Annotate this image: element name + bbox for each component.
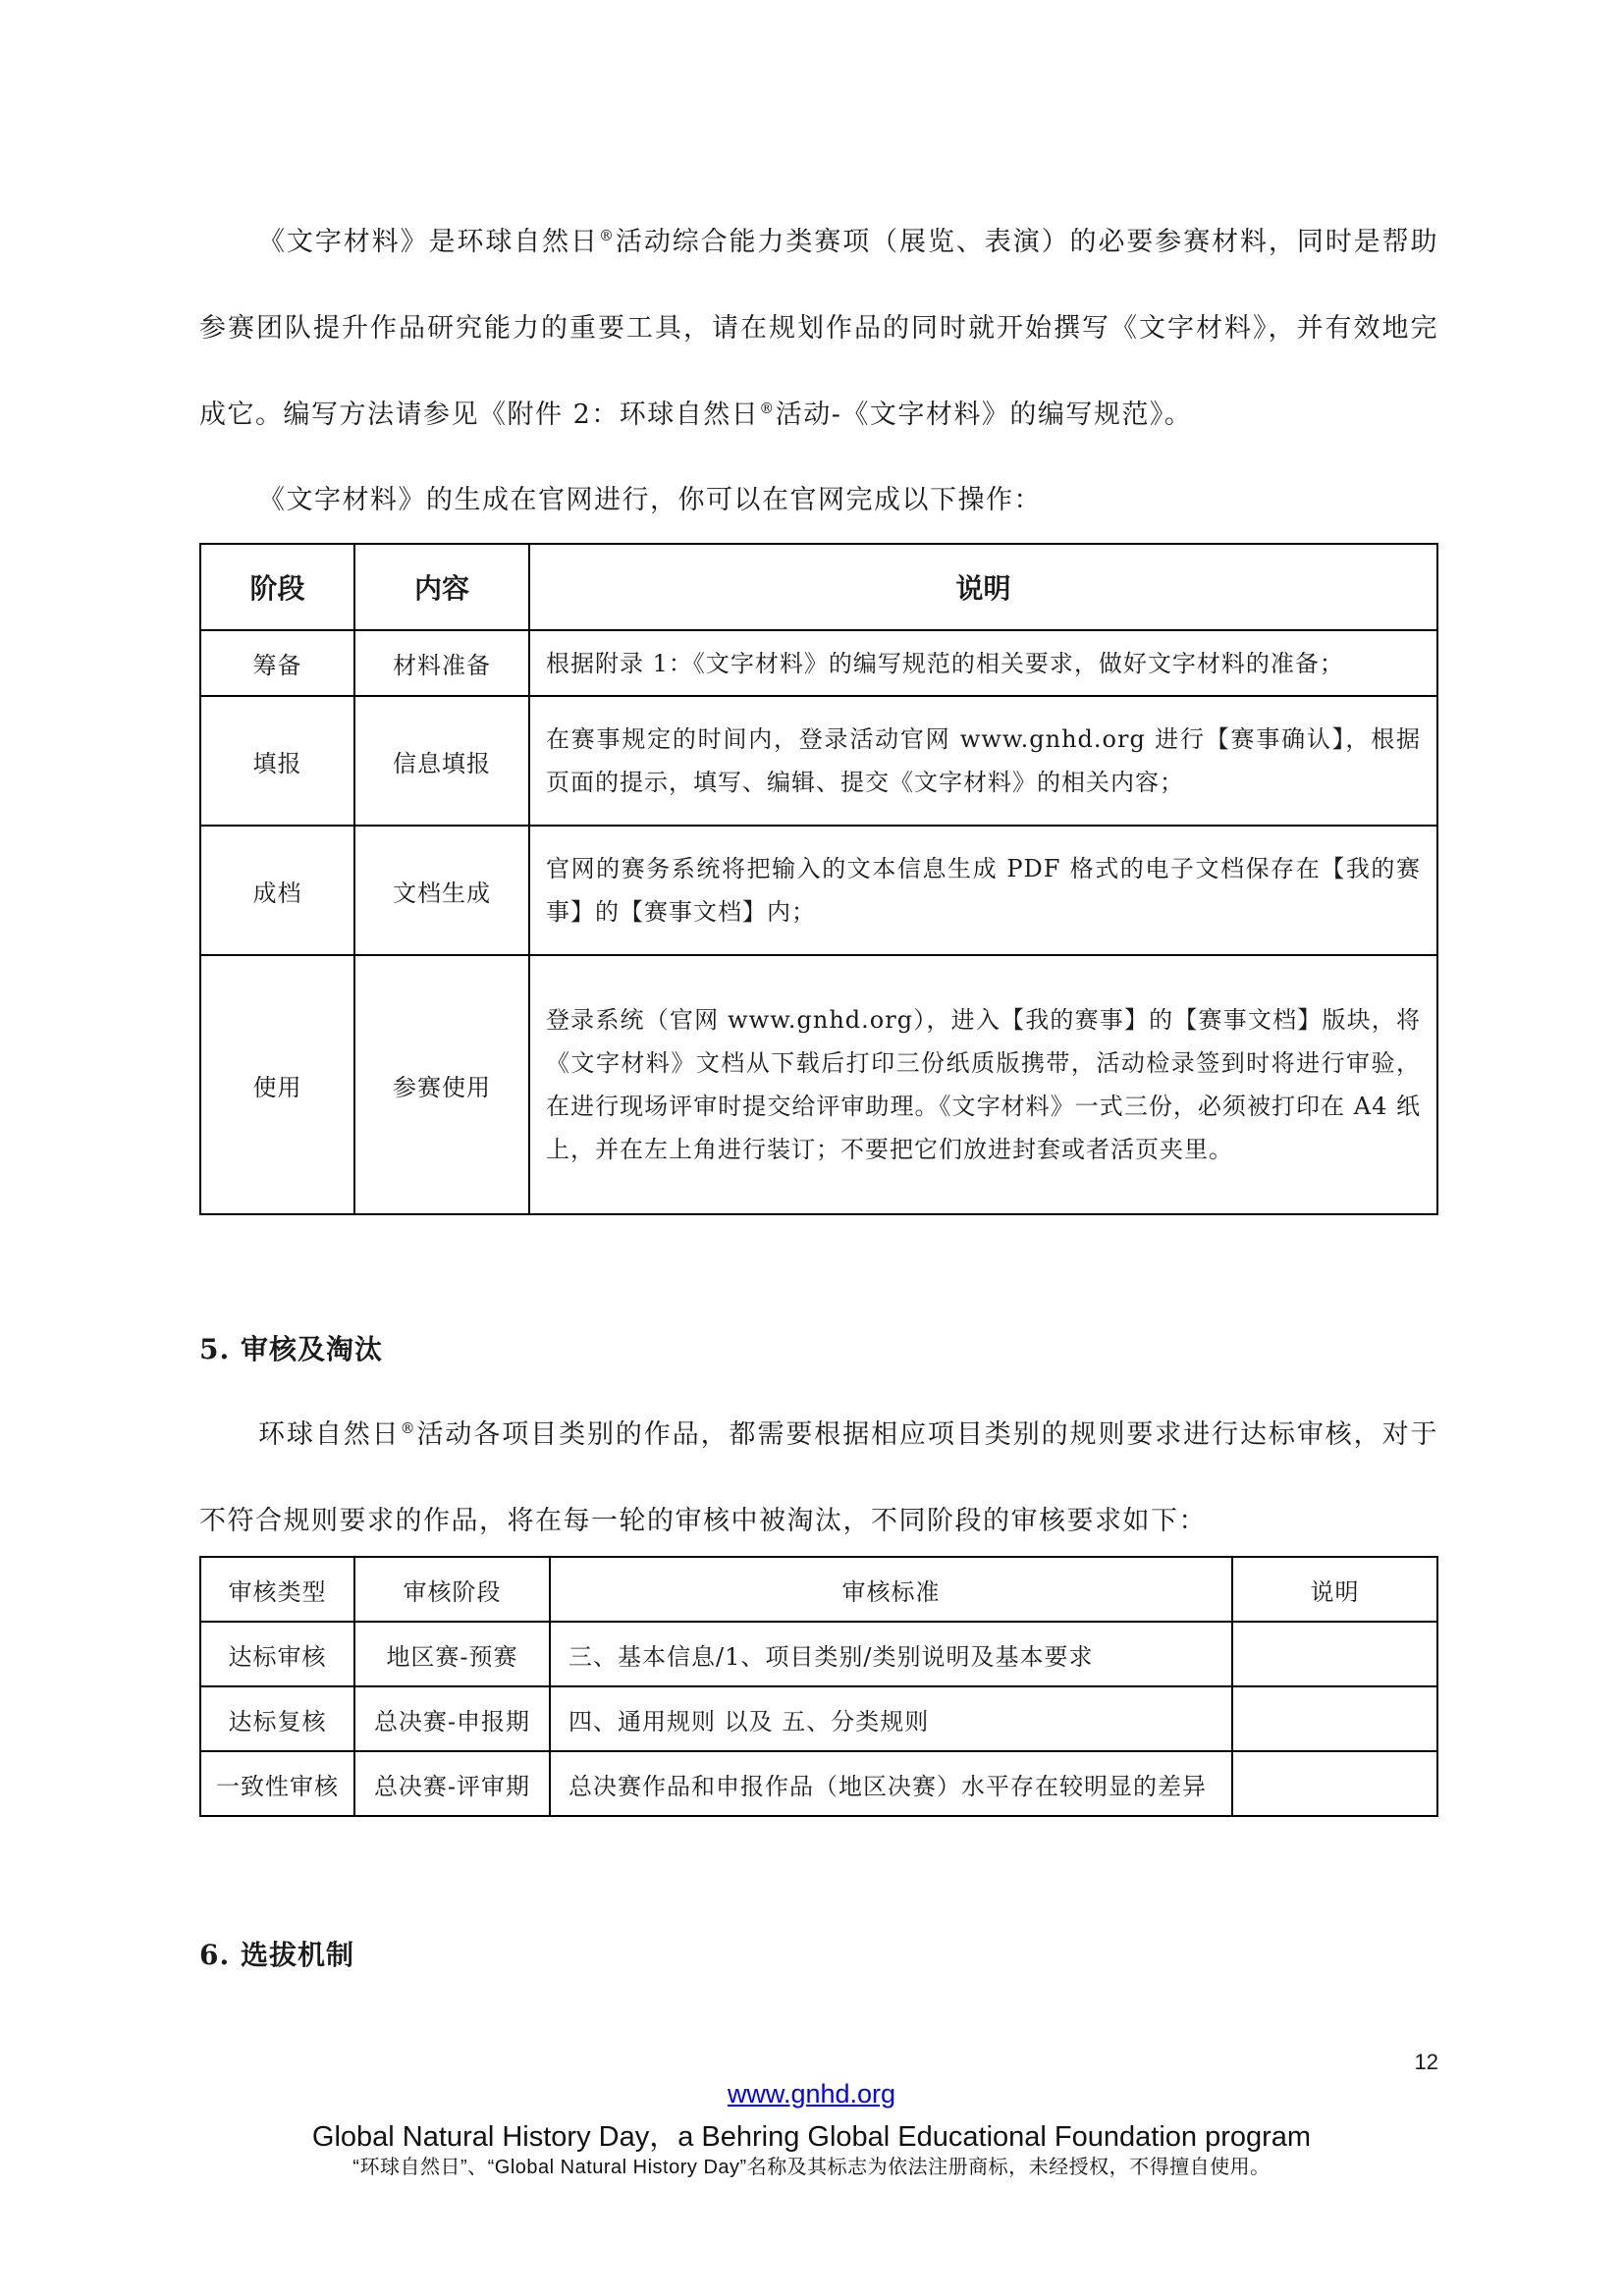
section-6-heading: 6. 选拔机制 [199, 1939, 354, 1971]
stage-cell: 填报 [200, 696, 354, 826]
stage-cell: 使用 [200, 955, 354, 1214]
review-stage-cell: 地区赛-预赛 [354, 1622, 550, 1686]
header-stage: 阶段 [200, 544, 354, 630]
table-row [200, 696, 1437, 826]
intro-paragraph [199, 199, 1438, 458]
registered-mark: ® [400, 1419, 417, 1437]
table-header-row [200, 1557, 1437, 1622]
description-cell: 官网的赛务系统将把输入的文本信息生成 PDF 格式的电子文档保存在【我的赛事】的【赛事文档】内； [529, 826, 1437, 955]
section-5-text-b: 活动各项目类别的作品，都需要根据相应项目类别的规则要求进行达标审核，对于不符合规则要求的作品，将在每一轮的审核中被淘汰，不同阶段的审核要求如下： [199, 1419, 1439, 1536]
table-row [200, 826, 1437, 955]
text-material-steps-table [199, 543, 1438, 1215]
description-cell: 在赛事规定的时间内，登录活动官网 www.gnhd.org 进行【赛事确认】，根据页面的提示，填写、编辑、提交《文字材料》的相关内容； [529, 696, 1437, 826]
review-stage-cell: 总决赛-申报期 [354, 1686, 550, 1751]
section-5-text-a: 环球自然日 [258, 1419, 401, 1450]
header-review-type: 审核类型 [200, 1557, 354, 1622]
intro-text-b: 活动综合能力类赛项（展览、表演）的必要参赛材料，同时是帮助参赛团队提升作品研究能力的重要工具，请在规划作品的同时就开始撰写《文字材料》，并有效地完成它。编写方法请参见《附件 2：环球自然日 [199, 227, 1439, 430]
intro-text-a: 《文字材料》是环球自然日 [258, 227, 599, 257]
page-number: 12 [1414, 2050, 1438, 2074]
intro-text-c: 活动-《文字材料》的编写规范》。 [775, 400, 1193, 430]
stage-cell: 成档 [200, 826, 354, 955]
table-row [200, 630, 1437, 696]
content-cell: 信息填报 [354, 696, 529, 826]
intro-paragraph-2: 《文字材料》的生成在官网进行，你可以在官网完成以下操作： [258, 485, 1042, 515]
review-type-cell: 达标审核 [200, 1622, 354, 1686]
table-row [200, 1751, 1437, 1816]
registered-mark: ® [759, 400, 776, 417]
review-type-cell: 一致性审核 [200, 1751, 354, 1816]
footer-website-link[interactable]: www.gnhd.org [727, 2079, 896, 2109]
table-row [200, 1622, 1437, 1686]
section-5-heading: 5. 审核及淘汰 [199, 1333, 383, 1365]
header-review-stage: 审核阶段 [354, 1557, 550, 1622]
review-type-cell: 达标复核 [200, 1686, 354, 1751]
content-cell: 文档生成 [354, 826, 529, 955]
review-standard-cell: 总决赛作品和申报作品（地区决赛）水平存在较明显的差异 [550, 1751, 1232, 1816]
review-standard-cell: 四、通用规则 以及 五、分类规则 [550, 1686, 1232, 1751]
content-cell: 参赛使用 [354, 955, 529, 1214]
footer-program-line: Global Natural History Day，a Behring Global Educational Foundation program [311, 2121, 1312, 2153]
registered-mark: ® [598, 227, 616, 244]
header-description: 说明 [529, 544, 1437, 630]
stage-cell: 筹备 [200, 630, 354, 696]
review-standard-cell: 三、基本信息/1、项目类别/类别说明及基本要求 [550, 1622, 1232, 1686]
note-cell [1232, 1686, 1437, 1751]
note-cell [1232, 1622, 1437, 1686]
header-review-standard: 审核标准 [550, 1557, 1232, 1622]
description-cell: 登录系统（官网 www.gnhd.org），进入【我的赛事】的【赛事文档】版块，将《文字材料》文档从下载后打印三份纸质版携带，活动检录签到时将进行审验，在进行现场评审时提交给评审助理。《文字材料》一式三份，必须被打印在 A4 纸上，并在左上角进行装订；不要把它们放进封套或者活页夹里。 [529, 955, 1437, 1214]
table-row [200, 1686, 1437, 1751]
review-requirements-table [199, 1556, 1438, 1817]
header-content: 内容 [354, 544, 529, 630]
description-cell: 根据附录 1：《文字材料》的编写规范的相关要求，做好文字材料的准备； [529, 630, 1437, 696]
review-stage-cell: 总决赛-评审期 [354, 1751, 550, 1816]
content-cell: 材料准备 [354, 630, 529, 696]
footer-trademark-notice: “环球自然日”、“Global Natural History Day”名称及其标志为依法注册商标，未经授权，不得擅自使用。 [352, 2157, 1271, 2178]
section-5-paragraph [199, 1392, 1438, 1565]
note-cell [1232, 1751, 1437, 1816]
table-header-row [200, 544, 1437, 630]
header-note: 说明 [1232, 1557, 1437, 1622]
table-row [200, 955, 1437, 1214]
